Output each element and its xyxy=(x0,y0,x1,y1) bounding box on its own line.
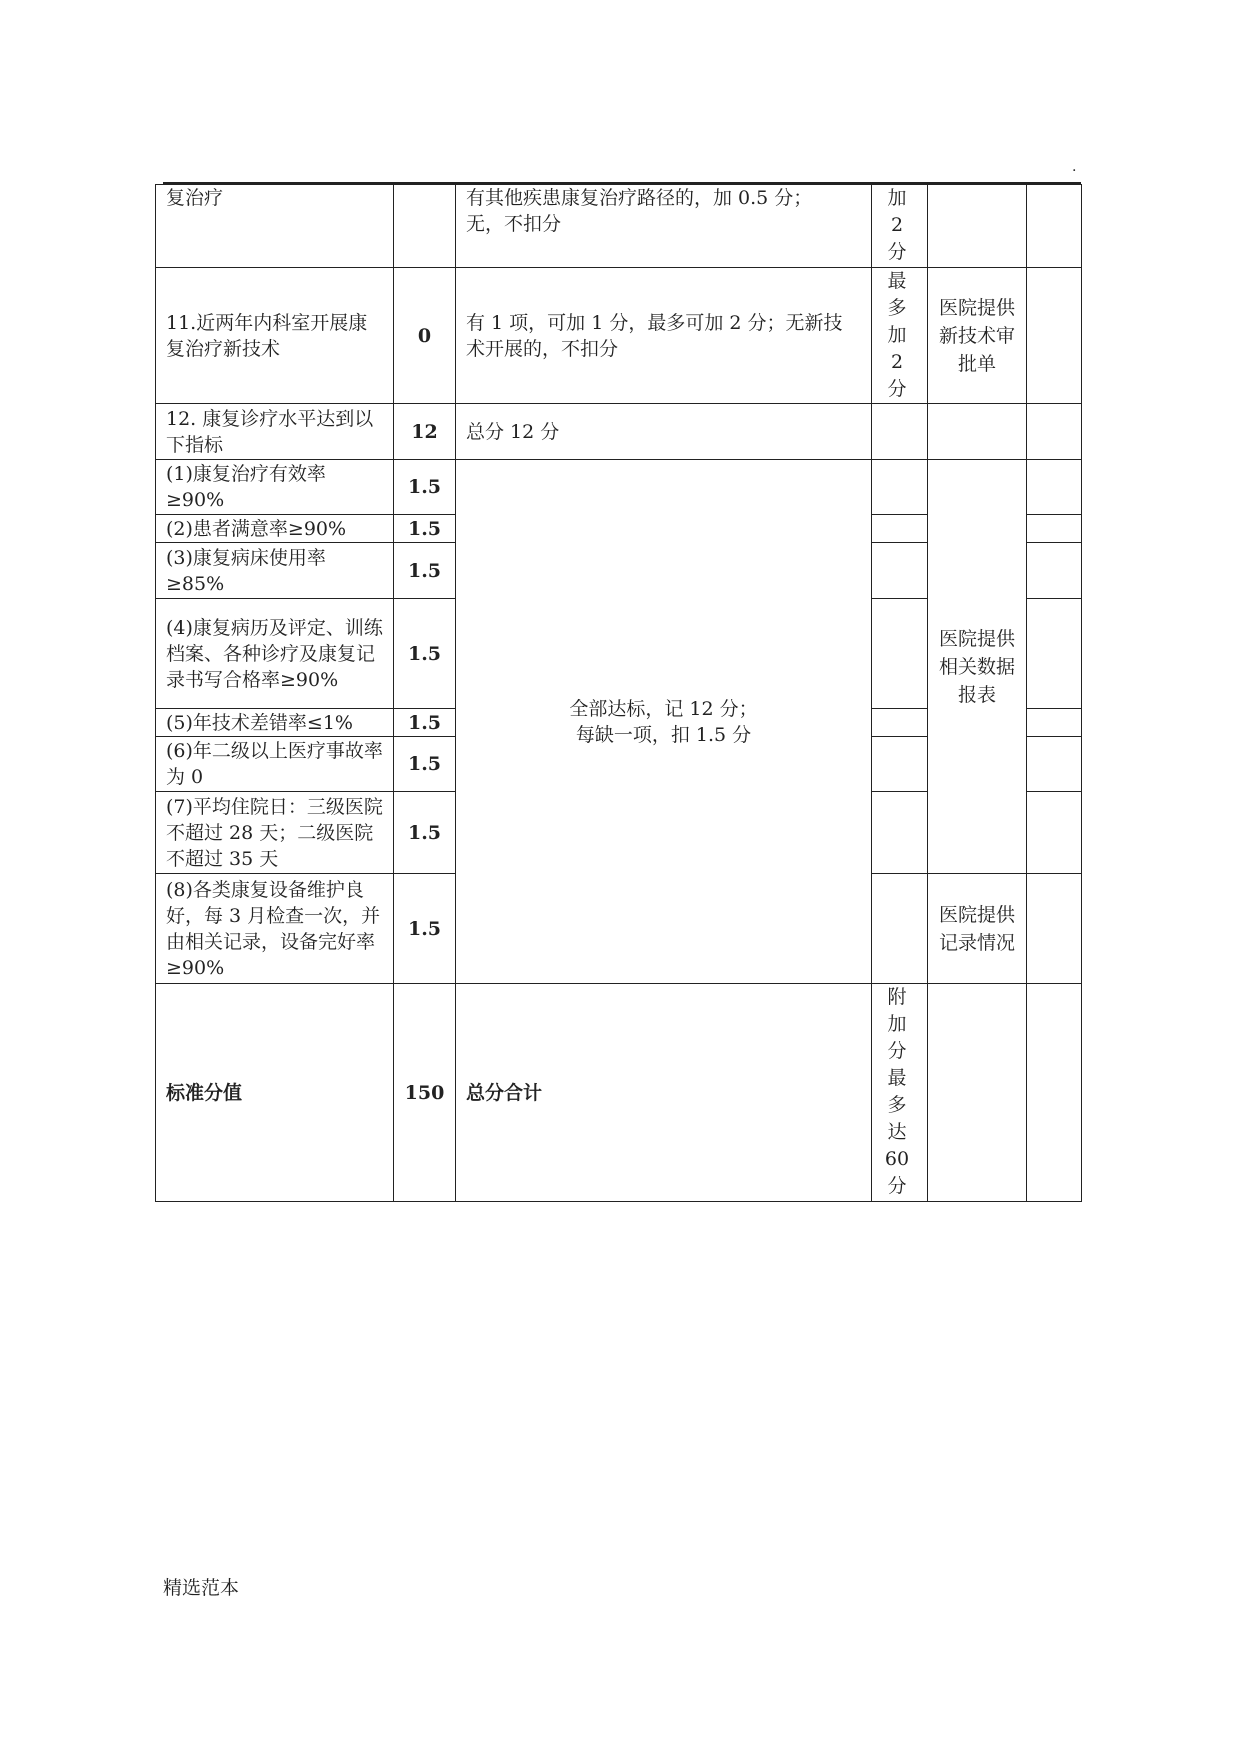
blank-cell xyxy=(1027,515,1082,543)
item-cell: 复治疗 xyxy=(156,185,394,268)
score-cell: 1.5 xyxy=(394,460,456,515)
blank-cell xyxy=(1027,984,1082,1202)
blank-cell xyxy=(1027,599,1082,709)
blank-cell xyxy=(1027,737,1082,792)
blank-cell xyxy=(1027,460,1082,515)
item-cell: (3)康复病床使用率≥85% xyxy=(156,543,394,599)
extra-points-cell xyxy=(872,543,928,599)
item-cell: (4)康复病历及评定、训练档案、各种诊疗及康复记录书写合格率≥90% xyxy=(156,599,394,709)
merged-standard-cell: 全部达标，记 12 分； 每缺一项，扣 1.5 分 xyxy=(456,460,872,984)
blank-cell xyxy=(1027,792,1082,874)
score-cell xyxy=(394,185,456,268)
table-row xyxy=(156,268,1082,404)
score-cell: 1.5 xyxy=(394,737,456,792)
score-cell: 12 xyxy=(394,404,456,460)
extra-points-cell xyxy=(872,404,928,460)
item-cell: (5)年技术差错率≤1% xyxy=(156,709,394,737)
method-cell xyxy=(928,185,1027,268)
extra-points-text: 最多加2分 xyxy=(887,270,907,400)
standard-cell: 有其他疾患康复治疗路径的，加 0.5 分； 无，不扣分 xyxy=(456,185,872,268)
total-label-cell: 标准分值 xyxy=(156,984,394,1202)
merged-method-cell xyxy=(928,460,1027,874)
footer-text: 精选范本 xyxy=(163,1577,240,1599)
extra-points-cell xyxy=(872,874,928,984)
score-cell: 1.5 xyxy=(394,709,456,737)
table-row xyxy=(156,185,1082,268)
blank-cell xyxy=(1027,543,1082,599)
total-standard-cell: 总分合计 xyxy=(456,984,872,1202)
method-cell xyxy=(928,984,1027,1202)
method-cell xyxy=(928,404,1027,460)
score-cell: 1.5 xyxy=(394,792,456,874)
header-mark: . xyxy=(1072,159,1077,175)
extra-points-cell xyxy=(872,515,928,543)
table-row xyxy=(156,984,1082,1202)
score-cell: 1.5 xyxy=(394,874,456,984)
method-cell xyxy=(928,268,1027,404)
table-row xyxy=(156,404,1082,460)
item-cell: (1)康复治疗有效率≥90% xyxy=(156,460,394,515)
blank-cell xyxy=(1027,709,1082,737)
item-cell: (6)年二级以上医疗事故率为 0 xyxy=(156,737,394,792)
item-cell: 12. 康复诊疗水平达到以下指标 xyxy=(156,404,394,460)
score-cell: 1.5 xyxy=(394,599,456,709)
blank-cell xyxy=(1027,185,1082,268)
total-score-cell: 150 xyxy=(394,984,456,1202)
extra-points-cell xyxy=(872,599,928,709)
method-text: 医院提供记录情况 xyxy=(939,903,1016,954)
score-cell: 1.5 xyxy=(394,515,456,543)
blank-cell xyxy=(1027,874,1082,984)
extra-points-cell xyxy=(872,792,928,874)
standard-cell: 总分 12 分 xyxy=(456,404,872,460)
item-cell: 11.近两年内科室开展康复治疗新技术 xyxy=(156,268,394,404)
extra-points-cell xyxy=(872,185,928,268)
extra-points-text: 附加分最多达60分 xyxy=(884,986,910,1197)
extra-points-cell xyxy=(872,737,928,792)
extra-points-cell xyxy=(872,709,928,737)
item-cell: (7)平均住院日：三级医院不超过 28 天；二级医院不超过 35 天 xyxy=(156,792,394,874)
blank-cell xyxy=(1027,268,1082,404)
item-cell: (2)患者满意率≥90% xyxy=(156,515,394,543)
extra-points-cell xyxy=(872,268,928,404)
item-cell: (8)各类康复设备维护良好，每 3 月检查一次，并由相关记录，设备完好率≥90% xyxy=(156,874,394,984)
method-text: 医院提供新技术审批单 xyxy=(939,296,1016,375)
score-cell: 0 xyxy=(394,268,456,404)
score-cell: 1.5 xyxy=(394,543,456,599)
extra-points-cell xyxy=(872,460,928,515)
extra-points-text: 加2分 xyxy=(887,187,907,263)
method-cell xyxy=(928,874,1027,984)
standard-cell: 有 1 项，可加 1 分，最多可加 2 分；无新技术开展的，不扣分 xyxy=(456,268,872,404)
scoring-table xyxy=(155,184,1082,1202)
method-text: 医院提供相关数据报表 xyxy=(939,627,1016,706)
table-row xyxy=(156,460,1082,515)
blank-cell xyxy=(1027,404,1082,460)
extra-points-cell xyxy=(872,984,928,1202)
